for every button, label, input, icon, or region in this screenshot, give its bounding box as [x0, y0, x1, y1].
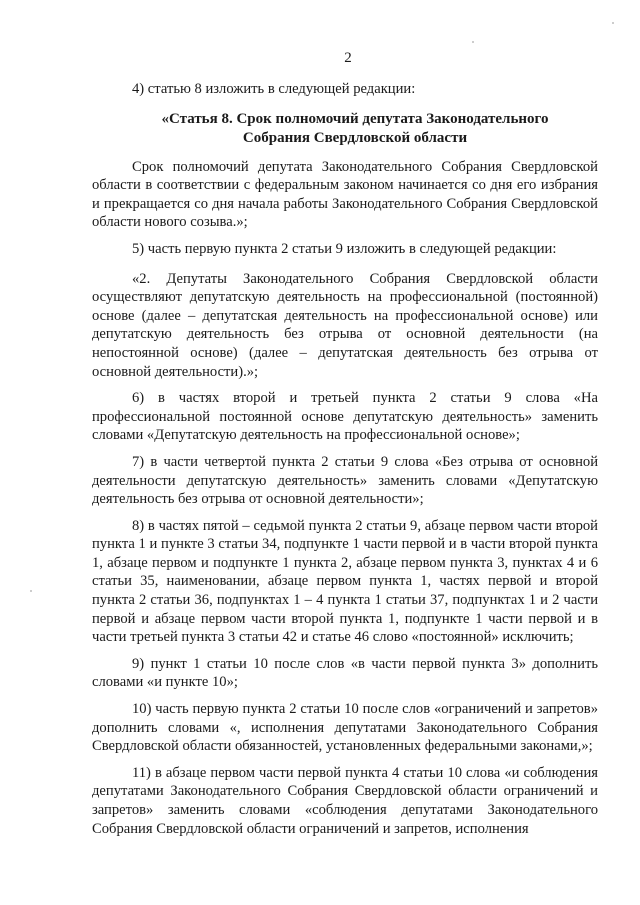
paragraph-item-7: 7) в части четвертой пункта 2 статьи 9 слова «Без отрыва от основной деятельности депутатскую деятельность» заменить словами «Депутатскую деятельность без отрыва от основной деятельности»; — [92, 453, 598, 508]
article-9-point-2-text: «2. Депутаты Законодательного Собрания Свердловской области осуществляют депутатскую деятельность на профессиональной (постоянной) основе (далее – депутатская деятельность на профессиональной основе) или депутатскую деятельность без отрыва от основной деятельности (на непостоянной основе) (далее – депутатская деятельность без отрыва от основной деятельности).»; — [92, 270, 598, 380]
paragraph-item-4: 4) статью 8 изложить в следующей редакции: — [132, 81, 416, 97]
paragraph-item-9: 9) пункт 1 статьи 10 после слов «в части первой пункта 3» дополнить словами «и пункте 10»; — [92, 655, 598, 691]
scan-speck — [472, 41, 474, 43]
document-body — [92, 80, 598, 846]
paragraph-item-6: 6) в частях второй и третьей пункта 2 статьи 9 слова «На профессиональной постоянной основе депутатскую деятельность» заменить словами «Депутатскую деятельность на профессиональной основе»; — [92, 390, 598, 444]
paragraph-item-5: 5) часть первую пункта 2 статьи 9 изложить в следующей редакции: — [132, 240, 557, 257]
scan-speck — [30, 590, 32, 592]
article-8-text: Срок полномочий депутата Законодательного Собрания Свердловской области в соответствии с федеральным законом начинается со дня его избрания и прекращается со дня начала работы Законодательного Собрания Свердловской области нового созыва.»; — [92, 158, 598, 231]
article-heading-line-1: «Статья 8. Срок полномочий депутата Законодательного — [161, 110, 549, 127]
scan-speck — [612, 22, 614, 24]
page-number: 2 — [344, 50, 352, 66]
paragraph-item-8: 8) в частях пятой – седьмой пункта 2 статьи 9, абзаце первом части второй пункта 1 и пункте 3 статьи 34, подпункте 1 части первой и в части второй пункта 1, абзаце первом и подпункте 1 пункта 2, абзаце первом пункта 3, пунктах 4 и 6 статьи 35, наименовании, абзаце первом пункта 1, частях первой и второй пункта 2 статьи 36, подпунктах 1 – 4 пункта 1 статьи 37, подпунктах 1 и 2 части первой и абзаце первом части второй пункта 1, подпункте 1 части первой и в части третьей пункта 3 статьи 42 и статье 46 слово «постоянной» исключить; — [92, 517, 598, 646]
article-heading-line-2: Собрания Свердловской области — [242, 129, 468, 146]
paragraph-item-11: 11) в абзаце первом части первой пункта 4 статьи 10 слова «и соблюдения депутатами Законодательного Собрания Свердловской области ограничений и запретов» заменить словами «соблюдения депутатами Законодательного Собрания Свердловской области ограничений и запретов, исполнения — [92, 764, 598, 837]
article-8-heading — [92, 110, 598, 148]
paragraph-item-10: 10) часть первую пункта 2 статьи 10 после слов «ограничений и запретов» дополнить словами «, исполнения депутатами Законодательного Собрания Свердловской области обязанностей, установленных федеральными законами,»; — [92, 701, 598, 755]
